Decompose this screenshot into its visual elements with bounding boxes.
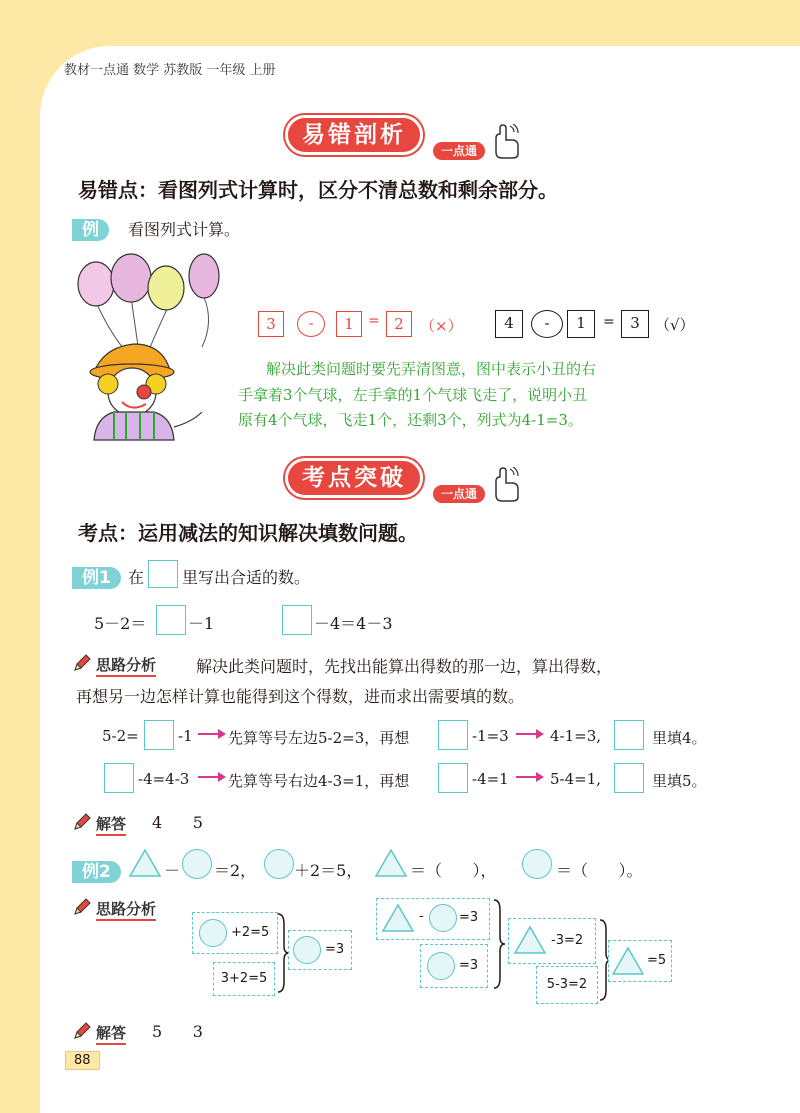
note-line-2: 手拿着3个气球，左手拿的1个气球飞走了，说明小丑 — [238, 386, 588, 404]
row1-explain: 先算等号左边5-2=3，再想 — [228, 729, 410, 747]
ex2-minus: － — [164, 861, 181, 880]
circle-icon — [522, 849, 552, 879]
example-2-tag: 例2 — [72, 857, 121, 882]
arrow-right-icon — [516, 728, 544, 740]
row2-blank-1 — [104, 763, 134, 793]
ex2-answer-values: 5 3 — [152, 1022, 203, 1041]
right-eq-equals: = — [603, 314, 615, 330]
right-eq-minuend: 4 — [495, 310, 523, 338]
circle-icon — [293, 936, 321, 964]
box-triangle-minus-circle: - =3 — [376, 898, 490, 940]
wrong-eq-result: 2 — [386, 311, 412, 337]
box-circle-eq-3b: =3 — [420, 944, 488, 988]
banner-tag: 一点通 — [433, 140, 485, 159]
analysis-line-2: 再想另一边怎样计算也能得到这个得数，进而求出需要填的数。 — [76, 687, 525, 706]
ex1-text-pre: 在 — [128, 568, 145, 587]
example-1-tag: 例1 — [72, 563, 121, 588]
box-triangle-eq-5: =5 — [608, 940, 672, 982]
right-eq-subtrahend: 1 — [567, 310, 595, 338]
row1-blank-1 — [144, 720, 174, 750]
brace-icon — [492, 898, 506, 990]
banner-title: 易错剖析 — [285, 115, 423, 155]
right-eq-operator: - — [531, 310, 563, 338]
row2-fill: 里填5。 — [652, 772, 707, 790]
error-point-heading: 易错点：看图列式计算时，区分不清总数和剩余部分。 — [78, 178, 558, 202]
row1-blank-2 — [438, 720, 468, 750]
wrong-eq-minuend: 3 — [258, 311, 284, 337]
box-circle-plus-2: +2=5 — [192, 912, 278, 954]
clown-with-balloons-illustration — [74, 252, 224, 442]
row1-fill: 里填4。 — [652, 729, 707, 747]
ex1-problem-2-right: －4＝4－3 — [314, 614, 393, 633]
row2-result: 5-4=1, — [550, 770, 602, 788]
circle-icon — [182, 849, 212, 879]
row2-left: -4=4-3 — [138, 770, 190, 788]
pencil-icon — [72, 812, 92, 832]
example-instruction: 看图列式计算。 — [128, 220, 241, 239]
ex1-problem-2-blank[interactable] — [282, 605, 312, 635]
row1-start: 5-2= — [102, 727, 139, 745]
box-5-minus-3: 5-3=2 — [536, 966, 598, 1004]
row2-check: -4=1 — [472, 770, 509, 788]
pointing-hand-icon — [492, 467, 522, 503]
page-number: 88 — [65, 1051, 100, 1070]
ex1-problem-1-left: 5－2＝ — [94, 614, 147, 633]
analysis-line-1: 解决此类问题时，先找出能算出得数的那一边，算出得数， — [196, 657, 613, 676]
banner-key-points — [285, 459, 423, 492]
ex1-problem-1-blank[interactable] — [156, 605, 186, 635]
wrong-mark: （×） — [420, 317, 463, 335]
ex2-eq2: ＋2＝5， — [294, 861, 363, 880]
triangle-icon — [374, 848, 408, 878]
answer-label: 解答 — [96, 813, 126, 834]
right-mark: （√） — [655, 316, 695, 334]
wrong-eq-subtrahend: 1 — [336, 311, 362, 337]
answer-values: 4 5 — [152, 813, 203, 832]
pencil-icon — [72, 653, 92, 673]
banner-title: 考点突破 — [285, 458, 423, 498]
row2-explain: 先算等号右边4-3=1，再想 — [228, 772, 410, 790]
pencil-icon — [72, 1021, 92, 1041]
ex1-text-post: 里写出合适的数。 — [182, 568, 311, 587]
note-line-1: 解决此类问题时要先弄清图意，图中表示小丑的右 — [266, 360, 597, 378]
analysis-label: 思路分析 — [96, 654, 156, 675]
row1-check: -1=3 — [472, 727, 509, 745]
arrow-right-icon — [198, 771, 226, 783]
key-point-heading: 考点：运用减法的知识解决填数问题。 — [78, 521, 418, 545]
triangle-icon — [611, 946, 645, 976]
box-triangle-minus-3: -3=2 — [508, 918, 596, 964]
box-circle-eq-3: =3 — [288, 930, 352, 970]
blank-box — [148, 560, 178, 588]
pencil-icon — [72, 897, 92, 917]
arrow-right-icon — [516, 771, 544, 783]
circle-icon — [264, 849, 294, 879]
row1-result: 4-1=3, — [550, 727, 602, 745]
ex1-problem-1-right: －1 — [188, 614, 215, 633]
banner-tag: 一点通 — [433, 483, 485, 502]
triangle-icon — [128, 848, 162, 878]
triangle-icon — [381, 903, 415, 933]
note-line-3: 原有4个气球，飞走1个，还剩3个，列式为4-1=3。 — [238, 411, 583, 429]
ex2-eq1: ＝2， — [214, 861, 257, 880]
circle-icon — [429, 904, 457, 932]
arrow-right-icon — [198, 728, 226, 740]
box-3-plus-2: 3+2=5 — [213, 962, 275, 996]
ex2-analysis-label: 思路分析 — [96, 898, 156, 919]
ex2-circle-answer: ＝（ ）。 — [556, 861, 643, 880]
circle-icon — [427, 952, 455, 980]
banner-error-analysis — [285, 116, 423, 149]
example-tag: 例 — [72, 215, 109, 240]
wrong-eq-equals: = — [368, 313, 380, 329]
row2-blank-3 — [614, 763, 644, 793]
right-eq-result: 3 — [621, 310, 649, 338]
row1-minus: -1 — [178, 727, 193, 745]
pointing-hand-icon — [492, 124, 522, 160]
triangle-icon — [513, 925, 547, 955]
running-header: 教材一点通 数学 苏教版 一年级 上册 — [64, 63, 276, 78]
wrong-eq-operator: - — [297, 311, 325, 337]
row2-blank-2 — [438, 763, 468, 793]
ex2-triangle-answer: ＝（ ）， — [410, 861, 497, 880]
row1-blank-3 — [614, 720, 644, 750]
circle-icon — [199, 919, 227, 947]
ex2-answer-label: 解答 — [96, 1022, 126, 1043]
